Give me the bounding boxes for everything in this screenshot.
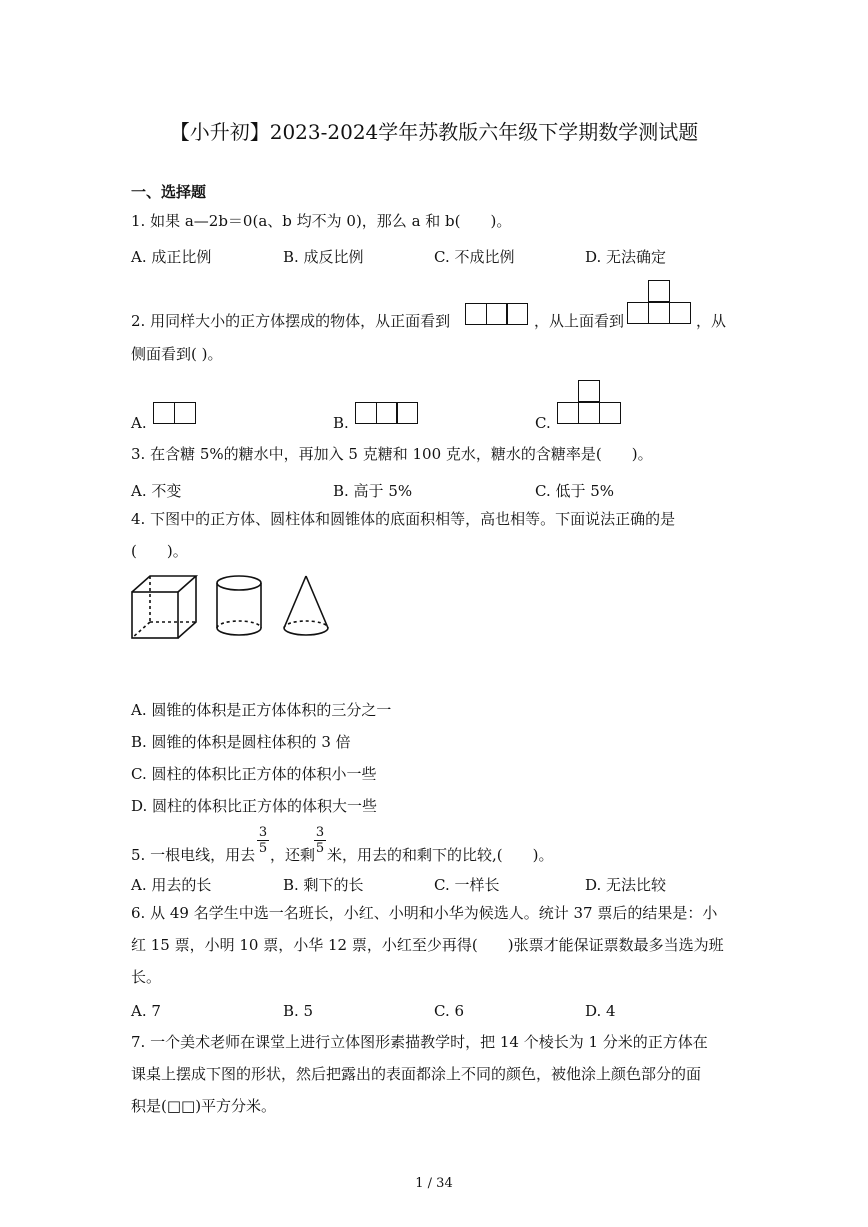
question-2-part3: ，从: [696, 312, 727, 330]
question-2-part1: 2. 用同样大小的正方体摆成的物体，从正面看到: [131, 312, 451, 330]
q3-option-a: A. 不变: [131, 482, 182, 500]
cube-figure: [132, 576, 196, 638]
fraction-used-denominator: 5: [258, 841, 268, 856]
q1-option-b: B. 成反比例: [283, 248, 364, 266]
question-5-part3: 米，用去的和剩下的比较,( )。: [327, 846, 554, 864]
fraction-remaining-denominator: 5: [315, 841, 325, 856]
q1-option-a: A. 成正比例: [131, 248, 212, 266]
section-heading: 一、选择题: [131, 183, 207, 201]
question-5-part2: ，还剩: [270, 846, 316, 864]
q6-option-b: B. 5: [283, 1002, 314, 1020]
question-4-line2: ( )。: [131, 542, 188, 560]
question-6-line3: 长。: [131, 968, 162, 986]
question-1: 1. 如果 a—2b＝0(a、b 均不为 0)，那么 a 和 b( )。: [131, 212, 512, 230]
fraction-used-numerator: 3: [258, 825, 268, 840]
question-2-part2: ，从上面看到: [534, 312, 625, 330]
fraction-remaining-numerator: 3: [315, 825, 325, 840]
q2-option-c: C.: [535, 414, 551, 432]
q5-option-a: A. 用去的长: [131, 876, 212, 894]
q4-option-b: B. 圆锥的体积是圆柱体积的 3 倍: [131, 733, 351, 751]
question-3: 3. 在含糖 5%的糖水中，再加入 5 克糖和 100 克水，糖水的含糖率是( )。: [131, 445, 653, 463]
question-6-line1: 6. 从 49 名学生中选一名班长，小红、小明和小华为候选人。统计 37 票后的结果是：小: [131, 904, 718, 922]
q1-option-d: D. 无法确定: [585, 248, 667, 266]
cone-figure: [284, 576, 328, 635]
question-7-line2: 课桌上摆成下图的形状，然后把露出的表面都涂上不同的颜色，被他涂上颜色部分的面: [131, 1065, 702, 1083]
q4-option-c: C. 圆柱的体积比正方体的体积小一些: [131, 765, 377, 783]
cylinder-figure: [217, 576, 261, 635]
question-7-line3: 积是(□□)平方分米。: [131, 1097, 277, 1115]
q4-option-d: D. 圆柱的体积比正方体的体积大一些: [131, 797, 378, 815]
page-number: 1 / 34: [415, 1176, 453, 1191]
q6-option-d: D. 4: [585, 1002, 616, 1020]
q2-option-b: B.: [333, 414, 349, 432]
q2-option-b-figure: [355, 402, 417, 424]
q5-option-c: C. 一样长: [434, 876, 500, 894]
question-6-line2: 红 15 票，小明 10 票，小华 12 票，小红至少再得( )张票才能保证票数最多当选为班: [131, 936, 724, 954]
solids-figure: [128, 572, 338, 644]
q5-option-b: B. 剩下的长: [283, 876, 364, 894]
q2-option-a: A.: [131, 414, 147, 432]
fraction-remaining: [314, 825, 326, 856]
q2-option-a-figure: [153, 402, 194, 424]
q3-option-c: C. 低于 5%: [535, 482, 615, 500]
q6-option-c: C. 6: [434, 1002, 465, 1020]
front-view-figure: [465, 303, 527, 325]
q4-option-a: A. 圆锥的体积是正方体体积的三分之一: [131, 701, 392, 719]
question-4-line1: 4. 下图中的正方体、圆柱体和圆锥体的底面积相等，高也相等。下面说法正确的是: [131, 510, 676, 528]
question-2-line2: 侧面看到( )。: [131, 345, 223, 363]
fraction-used: [257, 825, 269, 856]
q6-option-a: A. 7: [131, 1002, 161, 1020]
q5-option-d: D. 无法比较: [585, 876, 667, 894]
question-5-part1: 5. 一根电线，用去: [131, 846, 256, 864]
question-7-line1: 7. 一个美术老师在课堂上进行立体图形素描教学时，把 14 个棱长为 1 分米的正方体在: [131, 1033, 708, 1051]
q3-option-b: B. 高于 5%: [333, 482, 413, 500]
q1-option-c: C. 不成比例: [434, 248, 515, 266]
page-title: 【小升初】2023-2024学年苏教版六年级下学期数学测试题: [169, 120, 699, 144]
